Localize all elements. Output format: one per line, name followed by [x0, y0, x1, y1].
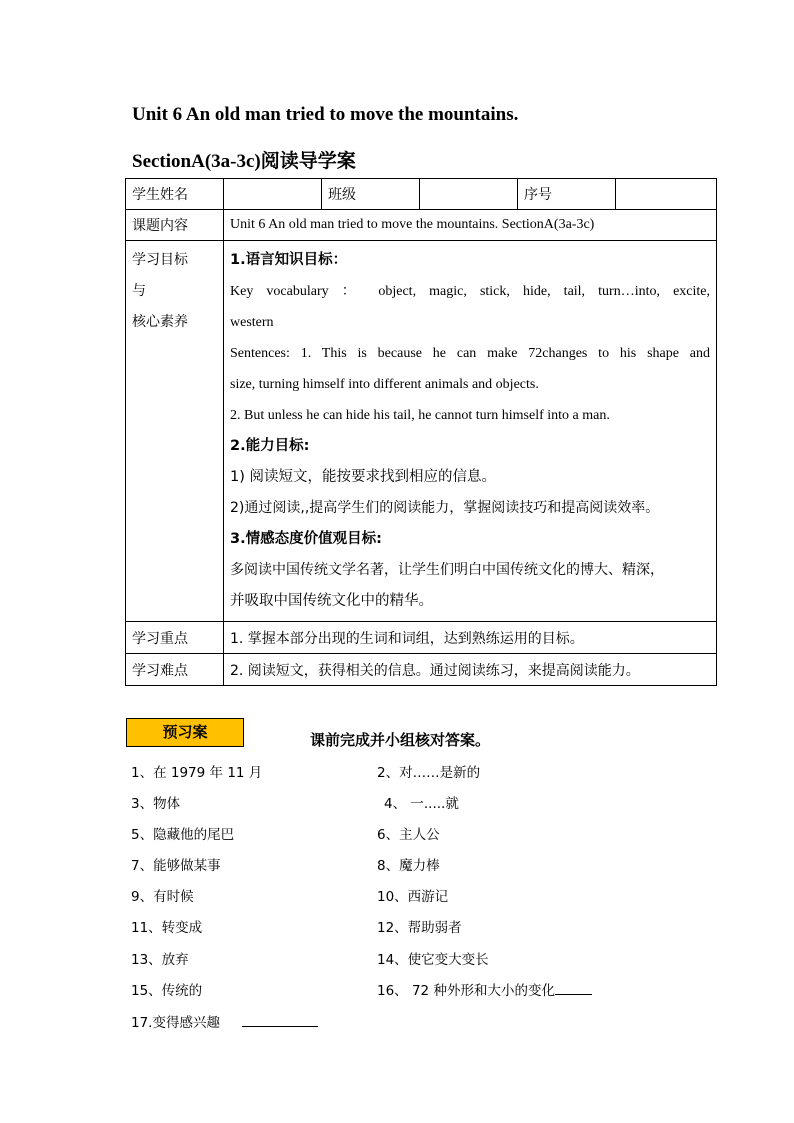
vocab-item-9: 9、有时候 — [131, 889, 194, 905]
ability-goal-heading: 2.能力目标: — [230, 438, 310, 454]
vocab-item-3: 3、物体 — [131, 796, 181, 812]
number-label: 序号 — [518, 179, 616, 210]
vocab-item-1: 1、在 1979 年 11 月 — [131, 765, 263, 781]
number-cell[interactable] — [616, 179, 717, 210]
focus-value: 1. 掌握本部分出现的生词和词组，达到熟练运用的目标。 — [224, 622, 717, 654]
class-cell[interactable] — [420, 179, 518, 210]
student-name-cell[interactable] — [224, 179, 322, 210]
sentence-line-1-cont: size, turning himself into different animals and objects. — [230, 377, 539, 392]
vocab-item-4: 4、 一.....就 — [384, 796, 459, 812]
vocab-item-12: 12、帮助弱者 — [377, 920, 462, 936]
vocabulary-line-cont: western — [230, 315, 274, 330]
vocab-item-5: 5、隐藏他的尾巴 — [131, 827, 235, 843]
preview-badge: 预习案 — [126, 718, 244, 747]
language-goal-heading: 1.语言知识目标： — [230, 252, 348, 268]
objectives-row — [126, 241, 717, 622]
section-title: SectionA(3a-3c)阅读导学案 — [132, 151, 356, 172]
sentence-line-2: 2. But unless he can hide his tail, he cannot turn himself into a man. — [230, 408, 610, 423]
emotion-goal-heading: 3.情感态度价值观目标: — [230, 531, 382, 547]
sentence-line-1: Sentences: 1. This is because he can make 72changes to his shape and — [230, 346, 710, 361]
vocab-item-15: 15、传统的 — [131, 983, 203, 999]
vocabulary-line: Key vocabulary ： object, magic, stick, hide, tail, turn…into, excite, — [230, 284, 710, 299]
topic-value: Unit 6 An old man tried to move the mountains. SectionA(3a-3c) — [224, 210, 717, 241]
vocab-item-2: 2、对……是新的 — [377, 765, 481, 781]
vocab-item-13: 13、放弃 — [131, 952, 189, 968]
difficulty-row — [126, 654, 717, 686]
student-info-row — [126, 179, 717, 210]
unit-title: Unit 6 An old man tried to move the mountains. — [132, 104, 519, 125]
objectives-label-line2: 与 — [132, 283, 146, 299]
objectives-content — [224, 241, 717, 622]
topic-label: 课题内容 — [126, 210, 224, 241]
emotion-goal-line-2: 并吸取中国传统文化中的精华。 — [230, 593, 433, 609]
vocab-item-8: 8、魔力棒 — [377, 858, 440, 874]
answer-blank-17[interactable] — [242, 1012, 318, 1027]
vocab-item-17 — [131, 1011, 318, 1031]
vocab-item-7: 7、能够做某事 — [131, 858, 221, 874]
topic-row — [126, 210, 717, 241]
vocab-item-14: 14、使它变大变长 — [377, 952, 489, 968]
focus-row — [126, 622, 717, 654]
focus-label: 学习重点 — [126, 622, 224, 654]
difficulty-label: 学习难点 — [126, 654, 224, 686]
objectives-label-line1: 学习目标 — [132, 252, 188, 268]
lesson-info-table — [125, 178, 717, 686]
preview-instruction: 课前完成并小组核对答案。 — [310, 731, 491, 749]
vocab-item-16-text: 16、 72 种外形和大小的变化 — [377, 983, 555, 999]
answer-blank-16[interactable] — [555, 980, 592, 995]
student-name-label: 学生姓名 — [126, 179, 224, 210]
vocab-item-17-text: 17.变得感兴趣 — [131, 1015, 220, 1031]
ability-goal-1: 1) 阅读短文，能按要求找到相应的信息。 — [230, 469, 496, 485]
objectives-label — [126, 241, 224, 622]
emotion-goal-line-1: 多阅读中国传统文学名著，让学生们明白中国传统文化的博大、精深， — [230, 562, 664, 578]
class-label: 班级 — [322, 179, 420, 210]
ability-goal-2: 2)通过阅读,,提高学生们的阅读能力，掌握阅读技巧和提高阅读效率。 — [230, 500, 660, 516]
objectives-label-line3: 核心素养 — [132, 314, 188, 330]
vocab-item-10: 10、西游记 — [377, 889, 449, 905]
vocab-item-16 — [377, 979, 592, 999]
difficulty-value: 2. 阅读短文，获得相关的信息。通过阅读练习，来提高阅读能力。 — [224, 654, 717, 686]
vocab-item-11: 11、转变成 — [131, 920, 203, 936]
vocab-item-6: 6、主人公 — [377, 827, 440, 843]
